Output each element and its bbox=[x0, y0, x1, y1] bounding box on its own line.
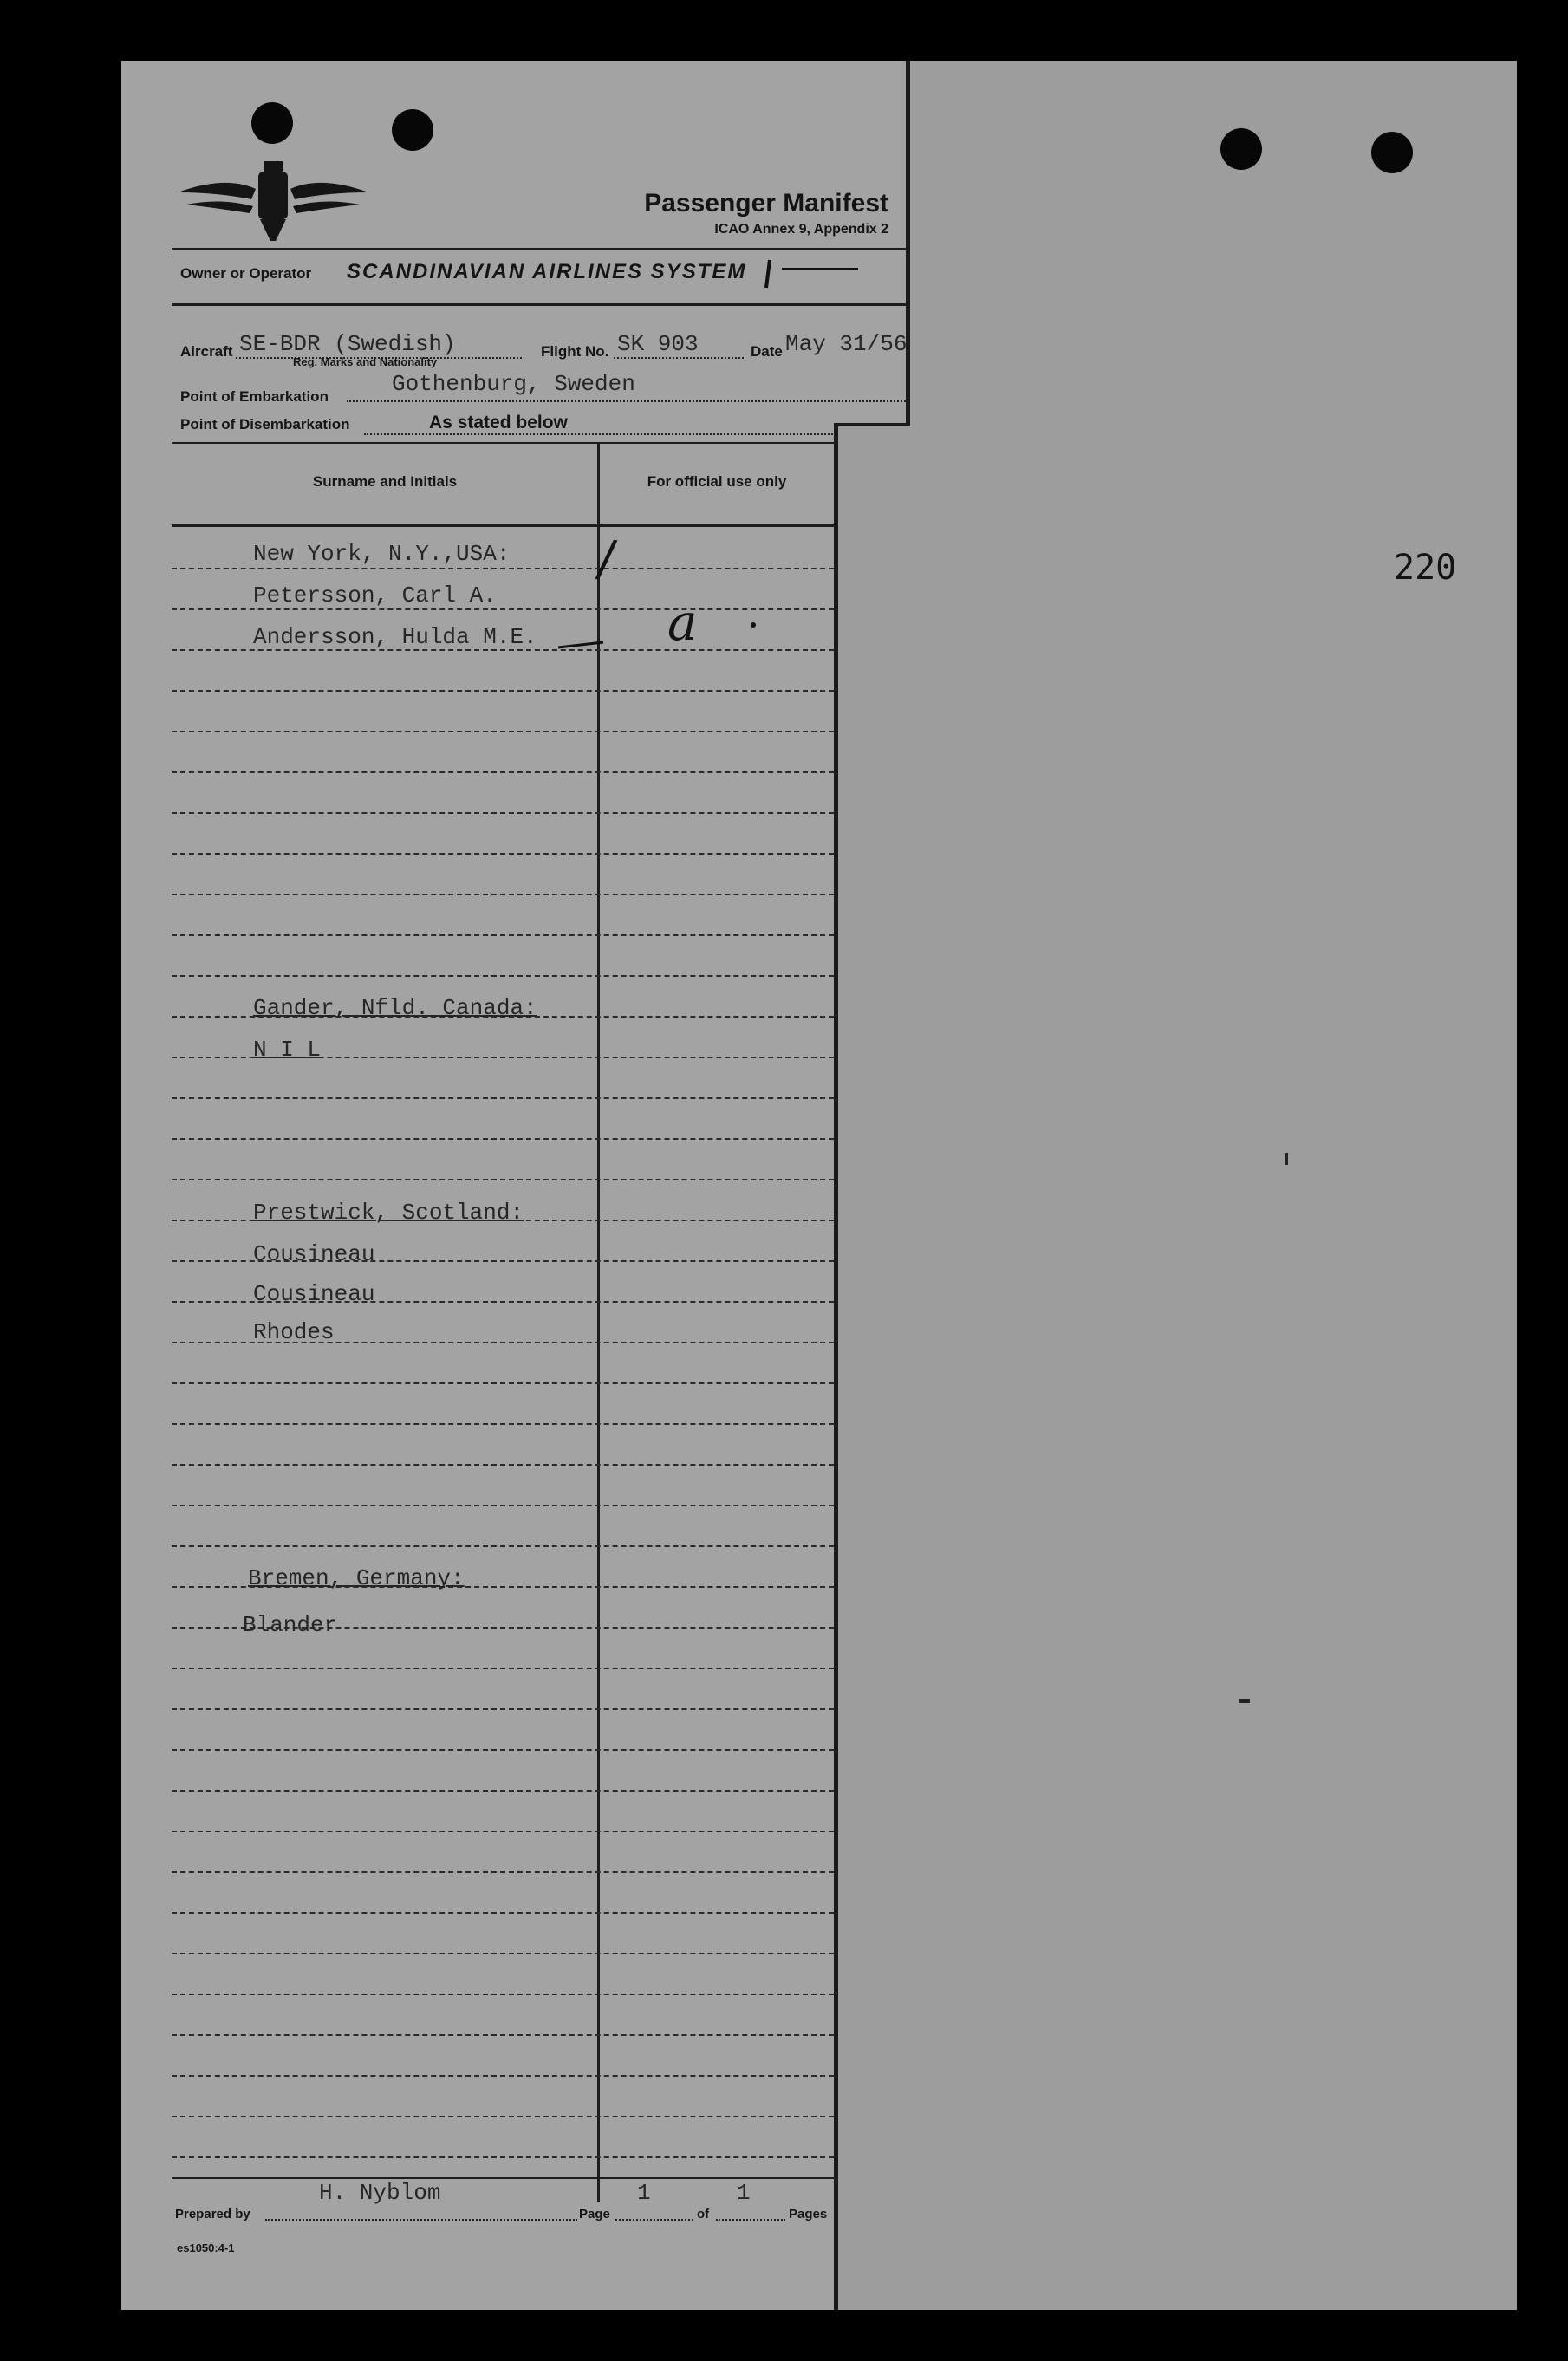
aircraft-sub-label: Reg. Marks and Nationality bbox=[293, 355, 438, 368]
fold-step-shadow bbox=[838, 426, 910, 2310]
form-code: es1050:4-1 bbox=[177, 2241, 235, 2254]
table-row-line bbox=[172, 1382, 834, 1384]
archive-number: 220 bbox=[1394, 548, 1457, 588]
table-row-line bbox=[172, 2034, 834, 2036]
form-title: Passenger Manifest bbox=[644, 189, 888, 218]
table-row: Petersson, Carl A. bbox=[253, 582, 497, 608]
disembarkation-label: Point of Disembarkation bbox=[180, 416, 350, 433]
embarkation-label: Point of Embarkation bbox=[180, 388, 329, 405]
table-row-line bbox=[172, 853, 834, 855]
page-label: Page bbox=[579, 2207, 610, 2221]
table-row-line bbox=[172, 1138, 834, 1140]
page-number-value: 1 bbox=[637, 2180, 651, 2206]
table-row: Prestwick, Scotland: bbox=[253, 1200, 524, 1226]
table-row-line bbox=[172, 1464, 834, 1466]
table-row-line bbox=[172, 568, 834, 569]
table-row-line bbox=[172, 1097, 834, 1099]
flight-label: Flight No. bbox=[541, 343, 609, 360]
form-subtitle: ICAO Annex 9, Appendix 2 bbox=[714, 222, 888, 237]
column-header-surname: Surname and Initials bbox=[312, 473, 458, 490]
table-row-line bbox=[172, 1708, 834, 1710]
pages-label: Pages bbox=[789, 2207, 828, 2221]
table-row-line bbox=[172, 1790, 834, 1792]
table-row-line bbox=[172, 1545, 834, 1547]
speck bbox=[1239, 1699, 1250, 1703]
handwritten-tick-icon bbox=[763, 257, 867, 291]
page-dotted-line bbox=[615, 2219, 693, 2221]
flight-dotted-line bbox=[614, 357, 744, 359]
owner-value: SCANDINAVIAN AIRLINES SYSTEM bbox=[347, 260, 747, 283]
aircraft-value: SE-BDR (Swedish) bbox=[239, 331, 456, 357]
punch-hole bbox=[251, 102, 293, 144]
table-row: Gander, Nfld. Canada: bbox=[253, 995, 537, 1021]
disembarkation-value: As stated below bbox=[429, 413, 568, 433]
table-row: Cousineau bbox=[253, 1281, 375, 1307]
total-pages-value: 1 bbox=[737, 2180, 751, 2206]
table-row-line bbox=[172, 1668, 834, 1669]
table-row: Andersson, Hulda M.E. bbox=[253, 624, 537, 650]
punch-hole bbox=[1220, 128, 1262, 170]
header-rule bbox=[172, 248, 910, 250]
punch-hole bbox=[1371, 132, 1413, 173]
table-row: New York, N.Y.,USA: bbox=[253, 541, 511, 567]
handwritten-dot bbox=[751, 622, 756, 628]
date-label: Date bbox=[751, 343, 783, 360]
table-row-line bbox=[172, 608, 834, 610]
table-row-line bbox=[172, 812, 834, 814]
speck bbox=[1285, 1153, 1288, 1165]
table-row: Blander bbox=[243, 1612, 338, 1638]
table-row-line bbox=[172, 2156, 834, 2158]
table-row-line bbox=[172, 1871, 834, 1873]
airline-logo-icon bbox=[173, 156, 373, 247]
fold-edge-upper bbox=[906, 61, 910, 425]
date-value: May 31/56 bbox=[785, 331, 908, 357]
table-row-line bbox=[172, 1179, 834, 1180]
footer-rule bbox=[172, 2177, 836, 2179]
table-row-line bbox=[172, 2116, 834, 2117]
embarkation-dotted-line bbox=[347, 400, 906, 402]
flight-value: SK 903 bbox=[617, 331, 699, 357]
table-row-line bbox=[172, 934, 834, 936]
of-dotted-line bbox=[716, 2219, 785, 2221]
table-top-rule bbox=[172, 442, 836, 444]
table-row-line bbox=[172, 1994, 834, 1995]
table-row-line bbox=[172, 1831, 834, 1832]
prepared-by-label: Prepared by bbox=[175, 2207, 250, 2221]
table-row: Rhodes bbox=[253, 1319, 335, 1345]
handwritten-dash-icon bbox=[555, 637, 607, 654]
table-row-line bbox=[172, 2075, 834, 2077]
table-row-line bbox=[172, 1423, 834, 1425]
handwritten-mark-2: a bbox=[667, 593, 698, 652]
table-row-line bbox=[172, 690, 834, 692]
column-header-official: For official use only bbox=[647, 473, 787, 490]
table-row-line bbox=[172, 771, 834, 773]
table-row-line bbox=[172, 975, 834, 977]
table-row: Bremen, Germany: bbox=[248, 1565, 465, 1591]
aircraft-label: Aircraft bbox=[180, 343, 233, 360]
punch-hole bbox=[392, 109, 433, 151]
table-row-line bbox=[172, 1505, 834, 1506]
owner-rule bbox=[172, 303, 910, 306]
table-row: N I L bbox=[253, 1037, 322, 1063]
table-row-line bbox=[172, 731, 834, 732]
disembarkation-dotted-line bbox=[364, 433, 836, 435]
table-header-rule bbox=[172, 524, 836, 527]
prepared-by-value: H. Nyblom bbox=[319, 2180, 441, 2206]
table-row-line bbox=[172, 894, 834, 895]
of-label: of bbox=[697, 2207, 710, 2221]
owner-label: Owner or Operator bbox=[180, 265, 312, 282]
table-row-line bbox=[172, 1912, 834, 1914]
table-row-line bbox=[172, 1749, 834, 1751]
prepared-by-dotted-line bbox=[265, 2219, 577, 2221]
handwritten-mark-1: / bbox=[594, 527, 620, 589]
table-row: Cousineau bbox=[253, 1241, 375, 1267]
table-row-line bbox=[172, 1953, 834, 1954]
column-divider bbox=[597, 442, 600, 2202]
embarkation-value: Gothenburg, Sweden bbox=[392, 371, 635, 397]
